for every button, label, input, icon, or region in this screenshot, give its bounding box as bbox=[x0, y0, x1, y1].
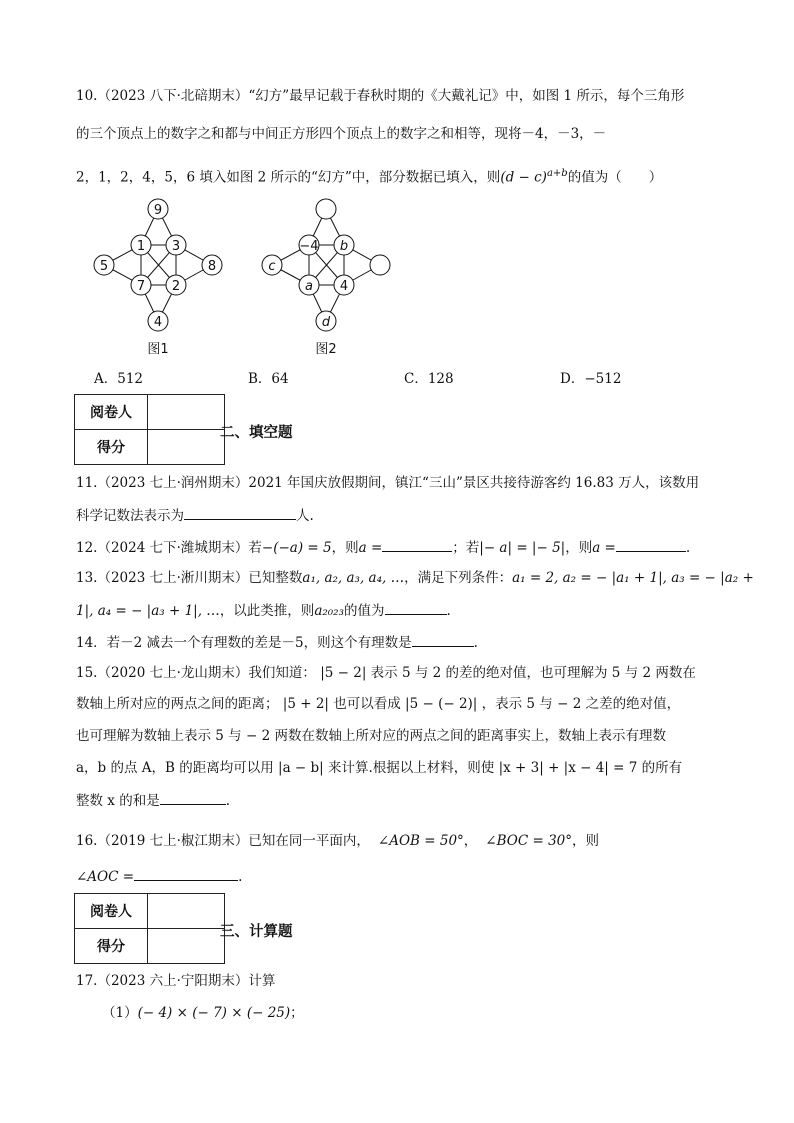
score-label: 得分 bbox=[75, 430, 148, 465]
fig2-node-left: c bbox=[268, 259, 276, 274]
q10-line3 bbox=[76, 164, 662, 188]
fig1-node-br: 2 bbox=[171, 279, 181, 294]
score-field[interactable] bbox=[148, 430, 225, 465]
section-title-fill-blank: 二、填空题 bbox=[220, 425, 293, 441]
score-box-2 bbox=[74, 893, 225, 964]
q10-line3-text: 2，1，2，4，5，6 填入如图 2 所示的“幻方”中，部分数据已填入，则 bbox=[76, 169, 501, 186]
fig1-node-bl: 7 bbox=[136, 279, 146, 294]
option-b[interactable]: B．64 bbox=[248, 371, 289, 387]
q13-line2 bbox=[76, 600, 451, 621]
fig2-node-br: 4 bbox=[339, 279, 349, 294]
q12-answer-blank-2[interactable] bbox=[616, 537, 686, 552]
q16-line1 bbox=[76, 831, 599, 851]
fig1-node-tr: 3 bbox=[171, 239, 181, 254]
q13-infer: ，以此类推，则 bbox=[219, 603, 315, 619]
q12-var2: a = bbox=[592, 540, 616, 556]
q12-var1: a = bbox=[358, 540, 383, 556]
q12-eq1: −(−a) = 5 bbox=[261, 540, 332, 556]
q17-part1-end: ； bbox=[290, 1005, 304, 1021]
q13-prefix: 13.（2023 七上·淅川期末）已知整数 bbox=[76, 570, 303, 586]
q17-part1-label: （1） bbox=[102, 1005, 138, 1021]
score-field[interactable] bbox=[148, 929, 225, 964]
q15-line3: 也可理解为数轴上表示 5 与 − 2 两数在数轴上所对应的两点之间的距离事实上，数轴上表示有理数 bbox=[76, 728, 666, 744]
q17-line2 bbox=[102, 1003, 304, 1023]
option-c[interactable]: C．128 bbox=[404, 371, 454, 387]
q10-line3-end: 的值为（ ） bbox=[567, 169, 663, 186]
q10-expression: (d − c) bbox=[500, 169, 547, 186]
q10-exponent: a+b bbox=[546, 168, 568, 179]
q16-angle-boc: ∠BOC = 30° bbox=[485, 833, 572, 849]
q12-then2: ，则 bbox=[565, 540, 593, 556]
q15-line1: 15.（2020 七上·龙山期末）我们知道： |5 − 2| 表示 5 与 2 的差的绝对值，也可理解为 5 与 2 两数在 bbox=[76, 665, 696, 681]
fig2-node-tl: −4 bbox=[299, 239, 319, 254]
q17-part1-expression: (− 4) × (− 7) × (− 25) bbox=[137, 1005, 291, 1021]
q13-line1 bbox=[76, 568, 754, 588]
q11-line2 bbox=[76, 505, 314, 526]
q14-answer-blank[interactable] bbox=[412, 632, 474, 647]
q13-conditions-cont: 1|, a₄ = − |a₃ + 1|, … bbox=[76, 603, 220, 619]
q17-line1: 17.（2023 六上·宁阳期末）计算 bbox=[76, 973, 276, 989]
q13-a2023: a₂₀₂₃ bbox=[314, 603, 345, 619]
q11-line1: 11.（2023 七上·润州期末）2021 年国庆放假期间，镇江“三山”景区共接待游客约 16.83 万人，该数用 bbox=[76, 475, 700, 491]
option-d[interactable]: D．−512 bbox=[560, 371, 622, 387]
q15-line5 bbox=[76, 790, 230, 811]
q16-prefix: 16.（2019 七上·椒江期末）已知在同一平面内， bbox=[76, 833, 370, 849]
q16-end: . bbox=[238, 869, 243, 885]
reviewer-label: 阅卷人 bbox=[75, 395, 148, 430]
q15-line5-text: 整数 x 的和是 bbox=[76, 793, 160, 809]
fig1-node-left: 5 bbox=[99, 259, 109, 274]
figure-2-magic-square bbox=[254, 196, 404, 356]
q15-line4: a，b 的点 A，B 的距离均可以用 |a − b| 来计算.根据以上材料，则使 |x + 3| + |x − 4| = 7 的所有 bbox=[76, 760, 683, 776]
q16-answer-blank[interactable] bbox=[134, 866, 238, 881]
fig2-node-tr: b bbox=[339, 239, 349, 254]
q14-end: . bbox=[473, 635, 478, 651]
fig2-caption: 图2 bbox=[315, 342, 337, 356]
figure-1-magic-square bbox=[86, 196, 236, 356]
q13-end: . bbox=[446, 603, 451, 619]
reviewer-field[interactable] bbox=[148, 894, 225, 929]
q13-conditions: a₁ = 2, a₂ = − |a₁ + 1|, a₃ = − |a₂ + bbox=[512, 570, 754, 586]
q11-line2-text: 科学记数法表示为 bbox=[76, 508, 184, 524]
q15-answer-blank[interactable] bbox=[160, 790, 226, 805]
q10-line1: 10.（2023 八下·北碚期末）“幻方”最早记载于春秋时期的《大戴礼记》中，如图 1 所示，每个三角形 bbox=[76, 88, 685, 104]
section-title-calculation: 三、计算题 bbox=[220, 924, 293, 940]
q16-then: ，则 bbox=[572, 833, 599, 849]
q12-answer-blank-1[interactable] bbox=[382, 537, 452, 552]
q12-eq2: |− a| = |− 5| bbox=[479, 540, 566, 556]
q13-answer-blank[interactable] bbox=[385, 600, 447, 615]
q13-sequence: a₁, a₂, a₃, a₄, … bbox=[302, 570, 405, 586]
fig1-caption: 图1 bbox=[147, 342, 169, 356]
q13-condition-label: ，满足下列条件： bbox=[404, 570, 513, 586]
fig2-node-bottom: d bbox=[321, 315, 331, 330]
q14-text: 14．若－2 减去一个有理数的差是－5，则这个有理数是 bbox=[76, 635, 412, 651]
q13-value-label: 的值为 bbox=[344, 603, 385, 619]
q16-line2 bbox=[76, 866, 242, 887]
fig1-node-tl: 1 bbox=[136, 239, 146, 254]
q16-angle-aoc: ∠AOC = bbox=[76, 869, 135, 885]
reviewer-label: 阅卷人 bbox=[75, 894, 148, 929]
fig2-node-bl: a bbox=[305, 279, 313, 294]
q16-separator: ， bbox=[463, 833, 478, 849]
score-box-1 bbox=[74, 394, 225, 465]
q11-line2-end: 人. bbox=[296, 508, 314, 524]
q12-prefix: 12.（2024 七下·潍城期末）若 bbox=[76, 540, 262, 556]
q14-line bbox=[76, 632, 478, 653]
fig1-node-right: 8 bbox=[207, 259, 217, 274]
q12-line bbox=[76, 537, 690, 558]
q12-end: . bbox=[685, 540, 691, 556]
q15-end: . bbox=[225, 793, 230, 809]
q12-then1: ，则 bbox=[331, 540, 359, 556]
fig1-node-top: 9 bbox=[153, 203, 163, 218]
q15-line2: 数轴上所对应的两点之间的距离； |5 + 2| 也可以看成 |5 − (− 2)| ，表示 5 与 − 2 之差的绝对值， bbox=[76, 696, 681, 712]
q10-line2: 的三个顶点上的数字之和都与中间正方形四个顶点上的数字之和相等，现将－4，－3，－ bbox=[76, 126, 607, 142]
reviewer-field[interactable] bbox=[148, 395, 225, 430]
q12-if2: ；若 bbox=[452, 540, 480, 556]
option-a[interactable]: A．512 bbox=[94, 371, 144, 387]
q11-answer-blank[interactable] bbox=[184, 505, 296, 520]
q16-angle-aob: ∠AOB = 50° bbox=[377, 833, 464, 849]
score-label: 得分 bbox=[75, 929, 148, 964]
fig1-node-bottom: 4 bbox=[153, 315, 163, 330]
